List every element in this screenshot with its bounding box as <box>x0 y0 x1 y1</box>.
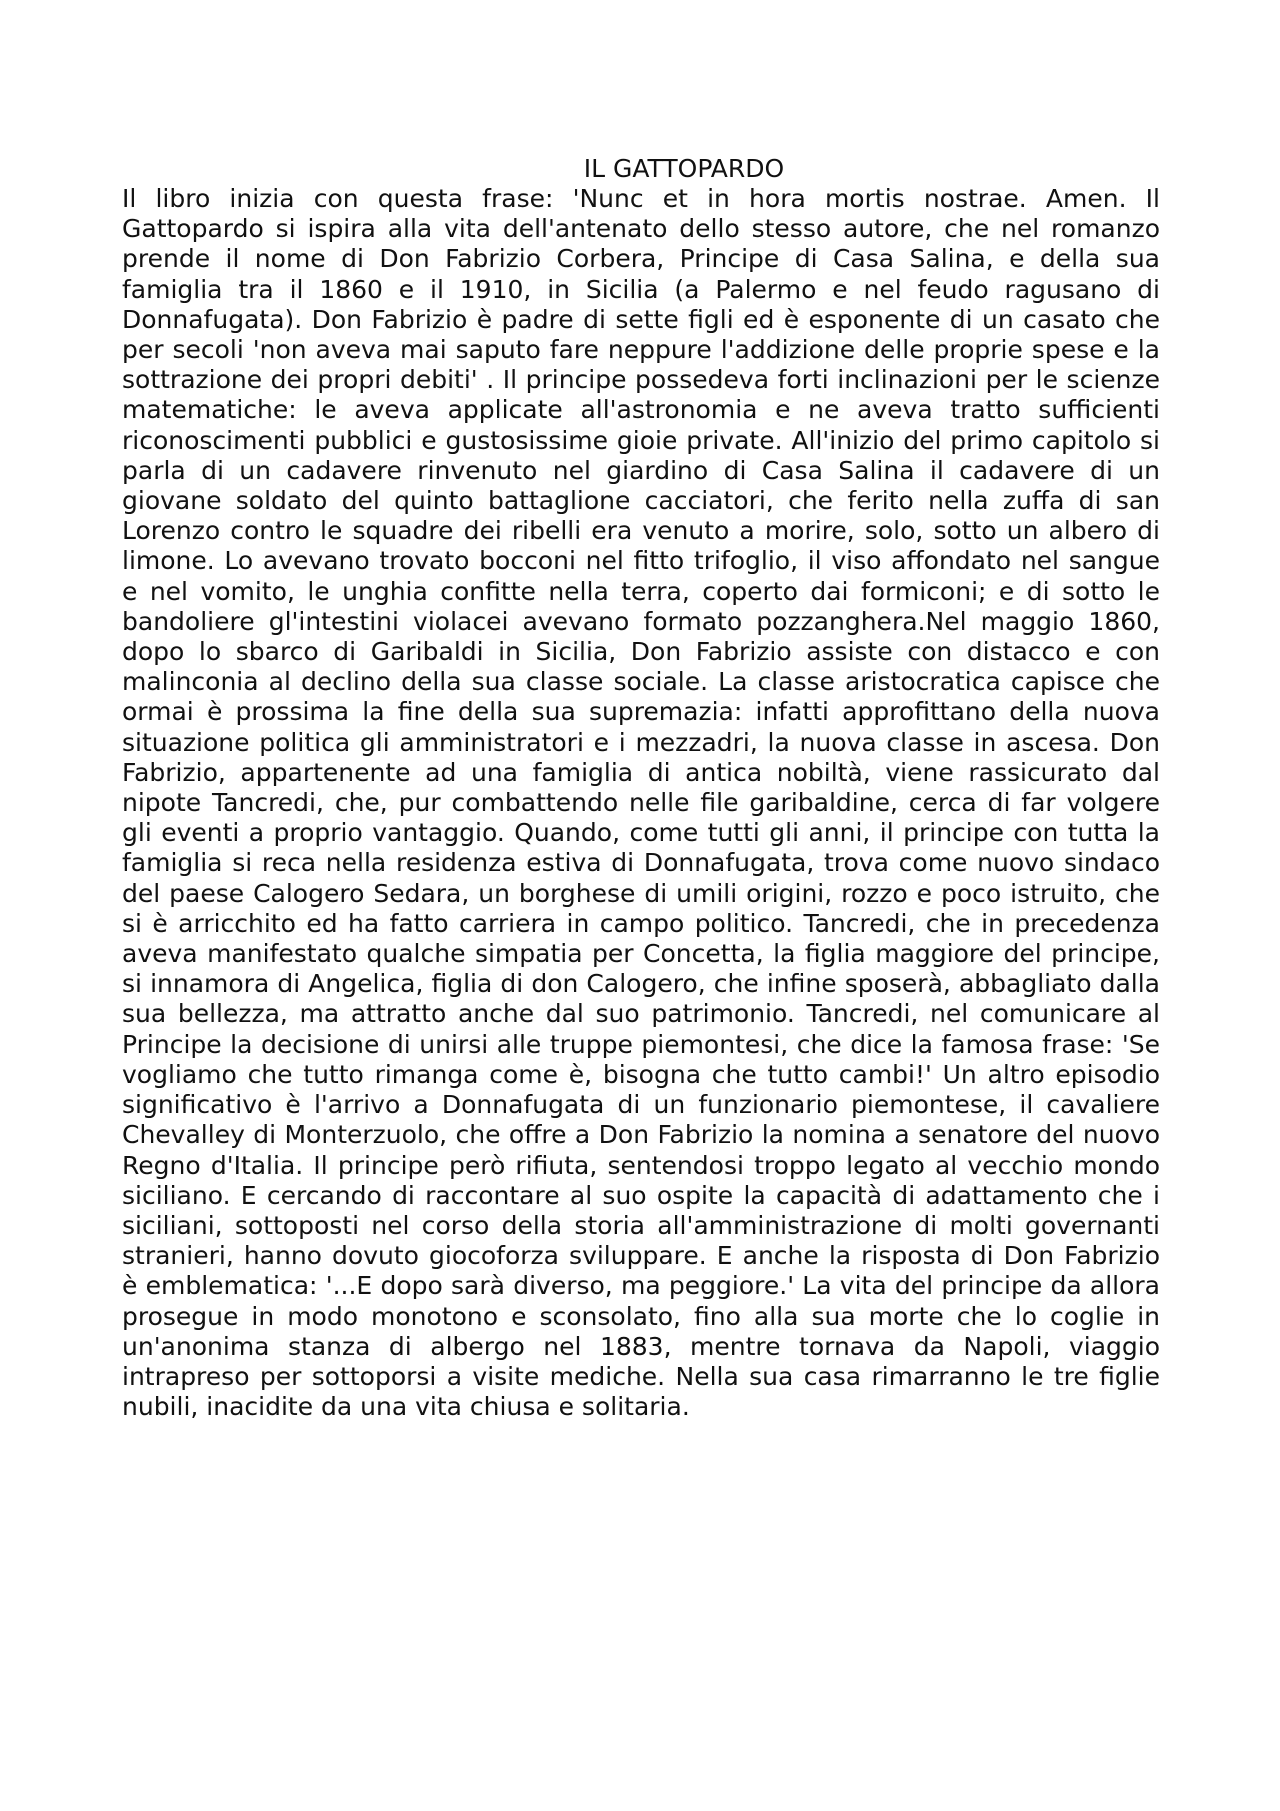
document-title: IL GATTOPARDO <box>583 154 785 183</box>
document-body: Il libro inizia con questa frase: 'Nunc et in hora mortis nostrae. Amen. Il Gattopardo si ispira alla vita dell'antenato dello stesso autore, che nel romanzo prende il nome di Don Fabrizio Corbera, Principe di Casa Salina, e della sua famiglia tra il 1860 e il 1910, in Sicilia (a Palermo e nel feudo ragusano di Donnafugata). Don Fabrizio è padre di sette figli ed è esponente di un casato che per secoli 'non aveva mai saputo fare neppure l'addizione delle proprie spese e la sottrazione dei propri debiti' . Il principe possedeva forti inclinazioni per le scienze matematiche: le aveva applicate all'astronomia e ne aveva tratto sufficienti riconoscimenti pubblici e gustosissime gioie private. All'inizio del primo capitolo si parla di un cadavere rinvenuto nel giardino di Casa Salina il cadavere di un giovane soldato del quinto battaglione cacciatori, che ferito nella zuffa di san Lorenzo contro le squadre dei ribelli era venuto a morire, solo, sotto un albero di limone. Lo avevano trovato bocconi nel fitto trifoglio, il viso affondato nel sangue e nel vomito, le unghia confitte nella terra, coperto dai formiconi; e di sotto le bandoliere gl'intestini violacei avevano formato pozzanghera.Nel maggio 1860, dopo lo sbarco di Garibaldi in Sicilia, Don Fabrizio assiste con distacco e con malinconia al declino della sua classe sociale. La classe aristocratica capisce che ormai è prossima la fine della sua supremazia: infatti approfittano della nuova situazione politica gli amministratori e i mezzadri, la nuova classe in ascesa. Don Fabrizio, appartenente ad una famiglia di antica nobiltà, viene rassicurato dal nipote Tancredi, che, pur combattendo nelle file garibaldine, cerca di far volgere gli eventi a proprio vantaggio. Quando, come tutti gli anni, il principe con tutta la famiglia si reca nella residenza estiva di Donnafugata, trova come nuovo sindaco del paese Calogero Sedara, un borghese di umili origini, rozzo e poco istruito, che si è arricchito ed ha fatto carriera in campo politico. Tancredi, che in precedenza aveva manifestato qualche simpatia per Concetta, la figlia maggiore del principe, si innamora di Angelica, figlia di don Calogero, che infine sposerà, abbagliato dalla sua bellezza, ma attratto anche dal suo patrimonio. Tancredi, nel comunicare al Principe la decisione di unirsi alle truppe piemontesi, che dice la famosa frase: 'Se vogliamo che tutto rimanga come è, bisogna che tutto cambi!' Un altro episodio significativo è l'arrivo a Donnafugata di un funzionario piemontese, il cavaliere Chevalley di Monterzuolo, che offre a Don Fabrizio la nomina a senatore del nuovo Regno d'Italia. Il principe però rifiuta, sentendosi troppo legato al vecchio mondo siciliano. E cercando di raccontare al suo ospite la capacità di adattamento che i siciliani, sottoposti nel corso della storia all'amministrazione di molti governanti stranieri, hanno dovuto giocoforza sviluppare. E anche la risposta di Don Fabrizio è emblematica: '...E dopo sarà diverso, ma peggiore.' La vita del principe da allora prosegue in modo monotono e sconsolato, fino alla sua morte che lo coglie in un'anonima stanza di albergo nel 1883, mentre tornava da Napoli, viaggio intrapreso per sottoporsi a visite mediche. Nella sua casa rimarranno le tre figlie nubili, inacidite da una vita chiusa e solitaria. <box>122 184 1160 1422</box>
document-content <box>122 154 1160 1422</box>
